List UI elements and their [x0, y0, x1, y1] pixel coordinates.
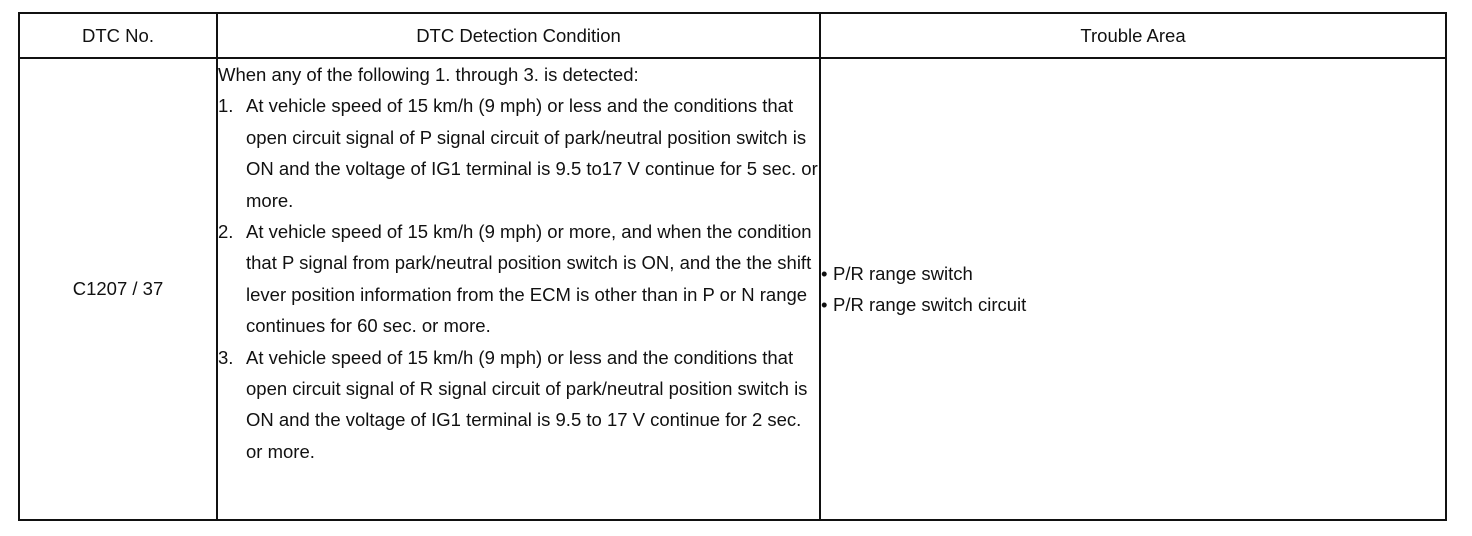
header-dtc-no: DTC No. — [19, 13, 217, 58]
condition-item — [218, 216, 819, 342]
trouble-area-text: P/R range switch — [833, 262, 973, 284]
condition-text: At vehicle speed of 15 km/h (9 mph) or less and the conditions that open circuit signal of R signal circuit of park/neutral position switch is ON and the voltage of IG1 terminal is 9.5 to 17 V continue for 2 sec. or more. — [246, 346, 808, 462]
trouble-area-cell — [820, 58, 1446, 520]
header-row — [19, 13, 1446, 58]
condition-number: 1. — [218, 95, 234, 117]
detection-condition-cell — [217, 58, 820, 520]
trouble-area-list — [821, 258, 1445, 321]
condition-text: At vehicle speed of 15 km/h (9 mph) or more, and when the condition that P signal from park/neutral position switch is ON, and the the shift lever position information from the ECM is other than in P or N range continues for 60 sec. or more. — [246, 221, 812, 337]
trouble-area-item — [821, 258, 1445, 289]
bullet-icon: • — [821, 262, 828, 284]
bullet-icon: • — [821, 294, 828, 315]
table-row — [19, 58, 1446, 520]
header-detection-condition: DTC Detection Condition — [217, 13, 820, 58]
dtc-table — [18, 12, 1447, 521]
trouble-area-text: P/R range switch circuit — [833, 294, 1027, 315]
condition-text: At vehicle speed of 15 km/h (9 mph) or less and the conditions that open circuit signal of P signal circuit of park/neutral position switch is ON and the voltage of IG1 terminal is 9.5 to17 V continue for 5 sec. or more. — [246, 95, 818, 211]
condition-number: 3. — [218, 346, 234, 368]
condition-item — [218, 90, 819, 216]
trouble-area-item — [821, 289, 1445, 320]
table-body — [19, 58, 1446, 520]
condition-number: 2. — [218, 221, 234, 243]
dtc-code-cell: C1207 / 37 — [19, 58, 217, 520]
condition-item — [218, 342, 819, 468]
condition-list — [218, 90, 819, 467]
condition-intro: When any of the following 1. through 3. is detected: — [218, 64, 639, 85]
table-header — [19, 13, 1446, 58]
header-trouble-area: Trouble Area — [820, 13, 1446, 58]
